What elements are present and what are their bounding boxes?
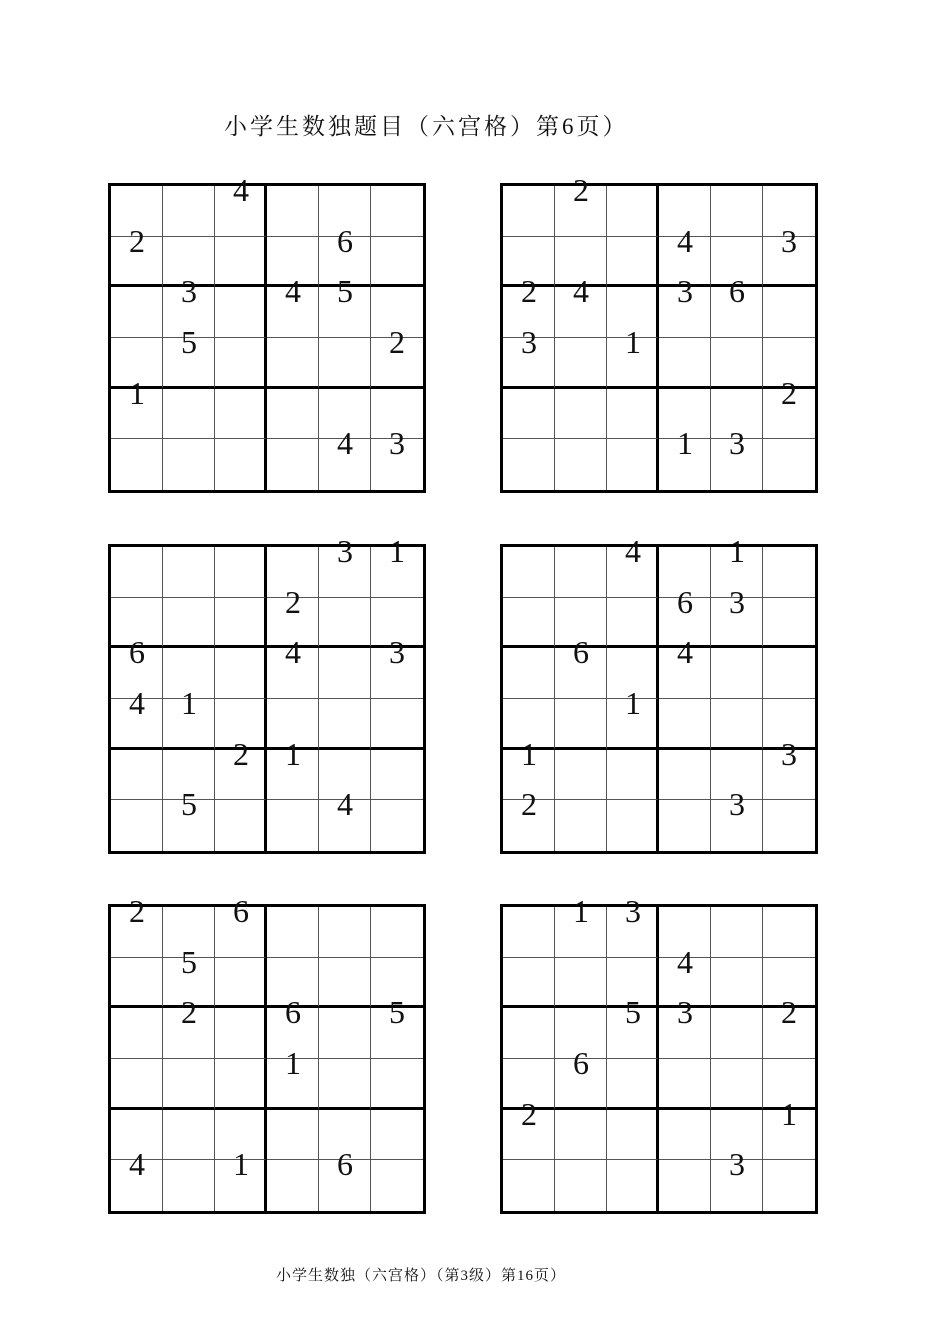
sudoku-puzzle-1 [108,172,426,493]
given-digit: 6 [573,1045,589,1081]
given-digit: 4 [337,786,353,823]
given-digit: 2 [129,222,145,259]
sudoku-cell [503,389,555,440]
given-digit: 2 [389,324,405,360]
sudoku-cell [555,750,607,801]
given-digit: 4 [677,943,693,980]
sudoku-cell [111,374,163,440]
sudoku-cell [215,598,267,649]
given-digit: 1 [625,685,641,721]
sudoku-cell [659,273,711,338]
sudoku-cell [607,1110,659,1161]
sudoku-cell [763,287,815,338]
sudoku-cell [711,907,763,958]
given-digit: 1 [233,1146,249,1183]
sudoku-cell [319,958,371,1009]
sudoku-cell [371,533,423,598]
given-digit: 5 [181,324,197,360]
sudoku-cell [555,1110,607,1161]
sudoku-cell [215,172,267,237]
given-digit: 5 [389,994,405,1031]
sudoku-cell [555,893,607,958]
given-digit: 2 [521,1095,537,1132]
sudoku-cell [319,533,371,598]
given-digit: 3 [389,634,405,671]
sudoku-cell [763,800,815,851]
sudoku-cell [503,186,555,237]
given-digit: 3 [781,735,797,772]
sudoku-cell [607,800,659,851]
sudoku-cell [555,273,607,338]
sudoku-cell [111,222,163,288]
sudoku-cell [215,648,267,699]
given-digit: 1 [285,1045,301,1081]
sudoku-cell [267,389,319,440]
sudoku-cell [111,800,163,851]
given-digit: 1 [521,735,537,772]
given-digit: 1 [129,374,145,411]
sudoku-cell [267,273,319,338]
sudoku-cell [763,907,815,958]
given-digit: 3 [181,273,197,310]
given-digit: 1 [781,1095,797,1132]
sudoku-cell [607,533,659,598]
sudoku-cell [555,634,607,699]
sudoku-cell [503,1008,555,1059]
sudoku-cell [215,237,267,288]
sudoku-cell [371,237,423,288]
given-digit: 2 [285,583,301,620]
sudoku-cell [267,634,319,699]
sudoku-cell [163,1110,215,1161]
sudoku-cell [607,893,659,958]
sudoku-cell [763,1160,815,1211]
given-digit: 1 [573,893,589,929]
given-digit: 4 [337,425,353,462]
sudoku-cell [763,994,815,1059]
sudoku-cell [659,425,711,490]
sudoku-cell [163,685,215,750]
sudoku-cell [267,1160,319,1211]
sudoku-cell [215,287,267,338]
given-digit: 6 [285,994,301,1031]
sudoku-cell [163,1160,215,1211]
sudoku-cell [371,699,423,750]
sudoku-cell [607,237,659,288]
sudoku-cell [763,374,815,440]
sudoku-cell [267,1110,319,1161]
sudoku-cell [763,222,815,288]
given-digit: 6 [573,634,589,671]
page-footer: 小学生数独（六宫格）（第3级）第16页） [276,1268,567,1284]
given-digit: 3 [729,583,745,620]
sudoku-cell [555,172,607,237]
sudoku-puzzle-4 [500,533,818,854]
sudoku-puzzle-5 [108,893,426,1214]
sudoku-cell [267,439,319,490]
sudoku-cell [607,324,659,389]
sudoku-cell [111,439,163,490]
sudoku-cell [555,338,607,389]
given-digit: 3 [729,1146,745,1183]
sudoku-cell [267,186,319,237]
sudoku-cell [763,439,815,490]
given-digit: 4 [625,533,641,569]
page-title: 小学生数独题目（六宫格）第6页） [224,114,629,139]
sudoku-cell [267,1045,319,1110]
sudoku-cell [555,389,607,440]
sudoku-cell [711,186,763,237]
sudoku-cell [111,1059,163,1110]
given-digit: 4 [677,634,693,671]
sudoku-cell [503,439,555,490]
sudoku-cell [659,800,711,851]
sudoku-cell [163,186,215,237]
sudoku-cell [163,786,215,851]
given-digit: 2 [781,374,797,411]
sudoku-cell [371,1110,423,1161]
sudoku-cell [319,1146,371,1211]
given-digit: 5 [181,786,197,823]
given-digit: 3 [337,533,353,569]
sudoku-cell [267,800,319,851]
sudoku-cell [215,338,267,389]
sudoku-cell [607,1160,659,1211]
sudoku-cell [607,1059,659,1110]
sudoku-cell [659,1059,711,1110]
sudoku-cell [371,994,423,1059]
sudoku-cell [503,648,555,699]
sudoku-cell [607,389,659,440]
sudoku-cell [319,786,371,851]
sudoku-cell [163,547,215,598]
sudoku-cell [503,598,555,649]
sudoku-cell [711,338,763,389]
given-digit: 3 [521,324,537,360]
given-digit: 1 [625,324,641,360]
sudoku-cell [111,1008,163,1059]
sudoku-cell [659,1110,711,1161]
sudoku-cell [319,273,371,338]
given-digit: 4 [285,634,301,671]
sudoku-cell [607,994,659,1059]
sudoku-cell [111,685,163,750]
sudoku-cell [319,338,371,389]
given-digit: 2 [573,172,589,208]
given-digit: 2 [129,893,145,929]
sudoku-cell [111,287,163,338]
sudoku-cell [555,699,607,750]
sudoku-cell [555,439,607,490]
given-digit: 6 [233,893,249,929]
sudoku-cell [503,786,555,851]
given-digit: 3 [677,994,693,1031]
given-digit: 1 [285,735,301,772]
given-digit: 6 [677,583,693,620]
sudoku-cell [371,425,423,490]
sudoku-cell [503,907,555,958]
sudoku-puzzle-6 [500,893,818,1214]
sudoku-cell [267,338,319,389]
sudoku-cell [111,1146,163,1211]
given-digit: 6 [129,634,145,671]
given-digit: 3 [729,425,745,462]
sudoku-cell [503,547,555,598]
sudoku-cell [711,425,763,490]
sudoku-cell [555,800,607,851]
sudoku-cell [371,1160,423,1211]
sudoku-cell [163,994,215,1059]
sudoku-cell [215,1059,267,1110]
sudoku-cell [711,1008,763,1059]
sudoku-cell [319,699,371,750]
given-digit: 2 [181,994,197,1031]
given-digit: 3 [677,273,693,310]
sudoku-cell [371,186,423,237]
sudoku-cell [607,598,659,649]
sudoku-cell [555,547,607,598]
given-digit: 5 [181,943,197,980]
sudoku-cell [215,735,267,801]
sudoku-cell [711,1059,763,1110]
given-digit: 4 [573,273,589,310]
sudoku-cell [163,324,215,389]
sudoku-cell [607,186,659,237]
sudoku-cell [503,324,555,389]
sudoku-cell [371,800,423,851]
sudoku-cell [163,439,215,490]
given-digit: 3 [781,222,797,259]
given-digit: 1 [677,425,693,462]
sudoku-cell [215,1146,267,1211]
sudoku-cell [371,907,423,958]
sudoku-cell [711,583,763,649]
sudoku-cell [111,893,163,958]
sudoku-cell [503,958,555,1009]
sudoku-cell [659,338,711,389]
sudoku-cell [763,1095,815,1161]
sudoku-cell [267,735,319,801]
sudoku-cell [503,1095,555,1161]
sudoku-cell [371,324,423,389]
given-digit: 2 [781,994,797,1031]
sudoku-cell [659,699,711,750]
given-digit: 6 [337,1146,353,1183]
sudoku-cell [503,1160,555,1211]
sudoku-cell [763,598,815,649]
sudoku-cell [319,648,371,699]
sudoku-cell [215,439,267,490]
sudoku-cell [215,1008,267,1059]
given-digit: 4 [677,222,693,259]
given-digit: 2 [521,786,537,823]
sudoku-cell [659,994,711,1059]
given-digit: 2 [521,273,537,310]
sudoku-cell [111,750,163,801]
given-digit: 4 [129,685,145,721]
sudoku-cell [371,750,423,801]
sudoku-cell [763,735,815,801]
sudoku-cell [659,1160,711,1211]
sudoku-cell [763,648,815,699]
given-digit: 6 [729,273,745,310]
sudoku-cell [711,699,763,750]
given-digit: 4 [285,273,301,310]
sudoku-cell [319,425,371,490]
sudoku-cell [659,634,711,699]
sudoku-cell [607,750,659,801]
sudoku-cell [607,439,659,490]
sudoku-cell [371,634,423,699]
given-digit: 3 [389,425,405,462]
sudoku-cell [319,598,371,649]
sudoku-puzzle-2 [500,172,818,493]
sudoku-cell [163,1059,215,1110]
given-digit: 6 [337,222,353,259]
sudoku-cell [215,547,267,598]
sudoku-cell [111,547,163,598]
sudoku-cell [711,786,763,851]
given-digit: 1 [729,533,745,569]
sudoku-cell [163,389,215,440]
sudoku-cell [215,800,267,851]
sudoku-cell [659,750,711,801]
sudoku-cell [555,1160,607,1211]
sudoku-cell [319,907,371,958]
sudoku-cell [711,273,763,338]
sudoku-cell [111,958,163,1009]
given-digit: 1 [389,533,405,569]
sudoku-cell [163,598,215,649]
given-digit: 5 [337,273,353,310]
sudoku-cell [711,1146,763,1211]
sudoku-cell [215,389,267,440]
sudoku-cell [267,907,319,958]
given-digit: 2 [233,735,249,772]
given-digit: 3 [625,893,641,929]
sudoku-cell [371,1059,423,1110]
sudoku-cell [555,1045,607,1110]
given-digit: 5 [625,994,641,1031]
sudoku-cell [711,648,763,699]
given-digit: 4 [233,172,249,208]
given-digit: 3 [729,786,745,823]
sudoku-cell [319,1059,371,1110]
sudoku-cell [555,958,607,1009]
given-digit: 1 [181,685,197,721]
sudoku-cell [763,547,815,598]
sudoku-cell [607,685,659,750]
sudoku-cell [215,958,267,1009]
sudoku-cell [319,1008,371,1059]
sudoku-puzzle-3 [108,533,426,854]
sudoku-cell [711,958,763,1009]
sudoku-cell [215,893,267,958]
given-digit: 4 [129,1146,145,1183]
